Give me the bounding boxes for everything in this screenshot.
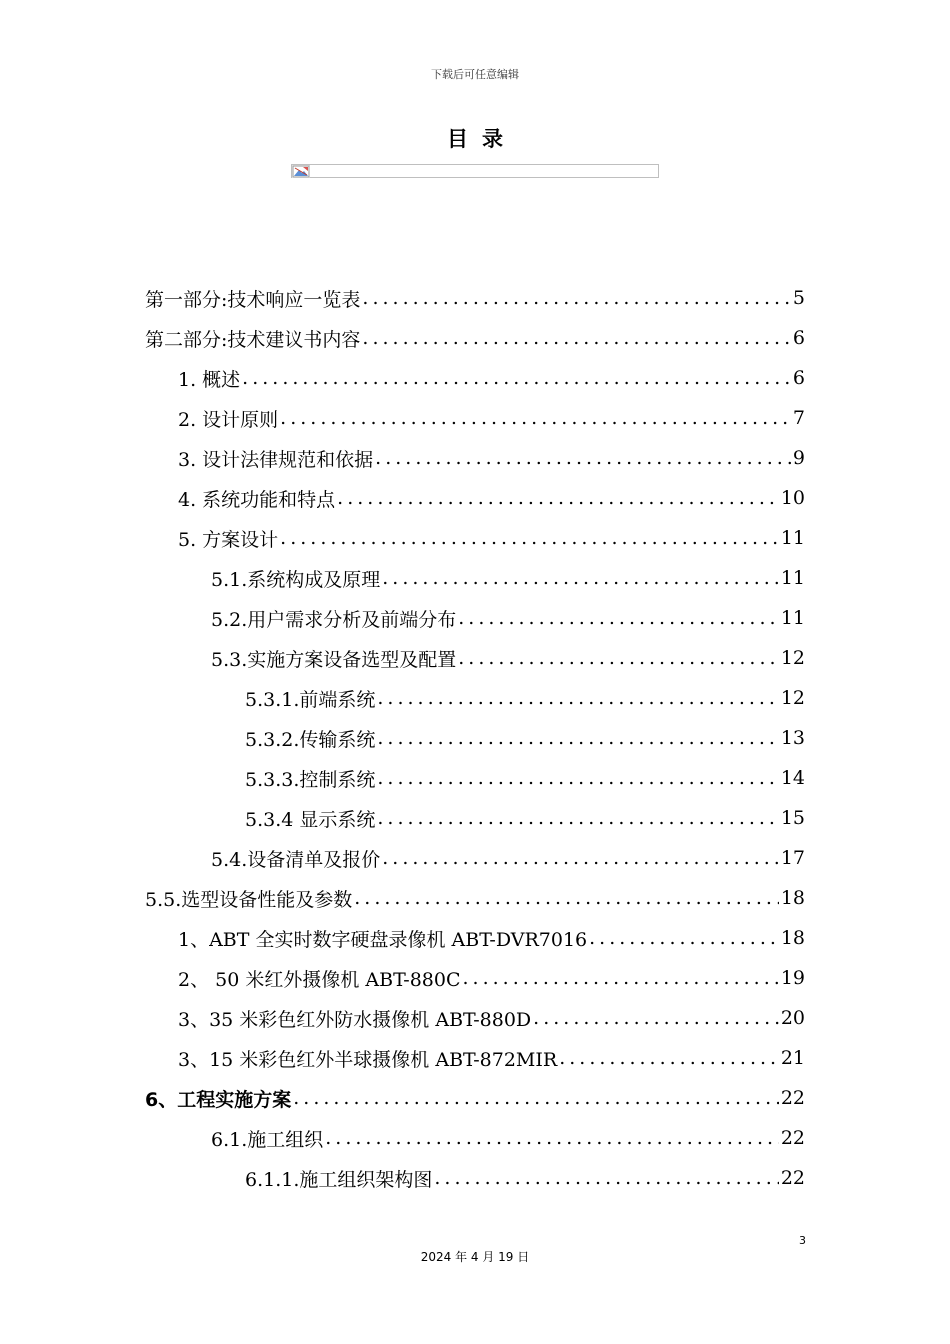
toc-item-page: 5 bbox=[792, 287, 805, 309]
toc-leader-dots bbox=[325, 1129, 779, 1148]
image-placeholder bbox=[291, 164, 659, 178]
toc-leader-dots bbox=[559, 1049, 779, 1068]
toc-leader-dots bbox=[337, 489, 779, 508]
toc-item[interactable] bbox=[245, 718, 805, 758]
toc-item-page: 18 bbox=[780, 927, 805, 949]
toc-item[interactable] bbox=[211, 558, 805, 598]
toc-item[interactable] bbox=[178, 518, 805, 558]
toc-leader-dots bbox=[589, 929, 779, 948]
toc-item[interactable] bbox=[211, 638, 805, 678]
toc-item-title: 5.3.1.前端系统 bbox=[245, 688, 376, 711]
toc-leader-dots bbox=[458, 649, 779, 668]
toc-item[interactable] bbox=[211, 1118, 805, 1158]
toc-item[interactable] bbox=[145, 878, 805, 918]
toc-leader-dots bbox=[458, 609, 779, 628]
toc-item[interactable] bbox=[178, 1038, 805, 1078]
toc-item-title: 5.3.实施方案设备选型及配置 bbox=[211, 648, 457, 671]
toc-item-page: 22 bbox=[780, 1127, 805, 1149]
toc-item[interactable] bbox=[178, 438, 805, 478]
toc-leader-dots bbox=[242, 369, 791, 388]
toc-item-page: 10 bbox=[780, 487, 805, 509]
toc-leader-dots bbox=[377, 689, 778, 708]
toc-item[interactable] bbox=[178, 918, 805, 958]
toc-item[interactable] bbox=[145, 278, 805, 318]
toc-item[interactable] bbox=[145, 318, 805, 358]
footer-date: 2024 年 4 月 19 日 bbox=[420, 1250, 530, 1264]
toc-item-title: 5.4.设备清单及报价 bbox=[211, 848, 381, 871]
page-title: 目录 bbox=[447, 127, 517, 151]
toc-item[interactable] bbox=[178, 358, 805, 398]
toc-item-page: 12 bbox=[780, 647, 805, 669]
toc-item-page: 15 bbox=[780, 807, 805, 829]
toc-leader-dots bbox=[382, 849, 779, 868]
toc-leader-dots bbox=[377, 769, 778, 788]
toc-item-page: 12 bbox=[780, 687, 805, 709]
toc-item-title: 1、ABT 全实时数字硬盘录像机 ABT-DVR7016 bbox=[178, 928, 588, 951]
toc-item-title: 4. 系统功能和特点 bbox=[178, 488, 336, 511]
toc-item-title: 3、35 米彩色红外防水摄像机 ABT-880D bbox=[178, 1008, 532, 1031]
broken-image-icon bbox=[292, 165, 310, 178]
header-note: 下载后可任意编辑 bbox=[431, 68, 519, 81]
table-of-contents bbox=[0, 278, 950, 1208]
toc-item[interactable] bbox=[145, 1078, 805, 1118]
toc-item-title: 6.1.施工组织 bbox=[211, 1128, 324, 1151]
toc-leader-dots bbox=[362, 329, 791, 348]
toc-item-title: 5.3.4 显示系统 bbox=[245, 808, 376, 831]
toc-item-title: 5.3.2.传输系统 bbox=[245, 728, 376, 751]
toc-item[interactable] bbox=[178, 478, 805, 518]
toc-item[interactable] bbox=[245, 798, 805, 838]
toc-leader-dots bbox=[463, 969, 779, 988]
toc-item-page: 7 bbox=[792, 407, 805, 429]
toc-item-page: 19 bbox=[780, 967, 805, 989]
toc-item[interactable] bbox=[245, 758, 805, 798]
toc-item-page: 9 bbox=[792, 447, 805, 469]
toc-item-page: 11 bbox=[780, 607, 805, 629]
toc-item[interactable] bbox=[245, 1158, 805, 1198]
toc-item[interactable] bbox=[178, 998, 805, 1038]
toc-leader-dots bbox=[377, 729, 778, 748]
toc-item-page: 11 bbox=[780, 567, 805, 589]
toc-item[interactable] bbox=[211, 838, 805, 878]
toc-item-page: 14 bbox=[780, 767, 805, 789]
toc-leader-dots bbox=[377, 809, 778, 828]
toc-item-page: 22 bbox=[780, 1167, 805, 1189]
toc-item-page: 18 bbox=[780, 887, 805, 909]
toc-item-title: 2、 50 米红外摄像机 ABT-880C bbox=[178, 968, 461, 991]
toc-item-title: 1. 概述 bbox=[178, 368, 241, 391]
toc-item-page: 11 bbox=[780, 527, 805, 549]
toc-leader-dots bbox=[362, 289, 791, 308]
toc-leader-dots bbox=[434, 1169, 778, 1188]
toc-item-title: 5.2.用户需求分析及前端分布 bbox=[211, 608, 457, 631]
toc-item[interactable] bbox=[211, 598, 805, 638]
toc-item[interactable] bbox=[178, 398, 805, 438]
toc-item-page: 20 bbox=[780, 1007, 805, 1029]
toc-leader-dots bbox=[382, 569, 779, 588]
toc-item-title: 3、15 米彩色红外半球摄像机 ABT-872MIR bbox=[178, 1048, 558, 1071]
toc-item-title: 5.5.选型设备性能及参数 bbox=[145, 888, 353, 911]
toc-item[interactable] bbox=[178, 958, 805, 998]
toc-item-page: 22 bbox=[780, 1087, 805, 1109]
toc-item-title: 5.1.系统构成及原理 bbox=[211, 568, 381, 591]
toc-item-title: 5.3.3.控制系统 bbox=[245, 768, 376, 791]
toc-item-page: 21 bbox=[780, 1047, 805, 1069]
toc-item-title: 第一部分:技术响应一览表 bbox=[145, 288, 361, 311]
toc-item-title: 3. 设计法律规范和依据 bbox=[178, 448, 374, 471]
toc-item-title: 6、工程实施方案 bbox=[145, 1088, 292, 1111]
toc-item-title: 6.1.1.施工组织架构图 bbox=[245, 1168, 433, 1191]
toc-item[interactable] bbox=[245, 678, 805, 718]
toc-leader-dots bbox=[293, 1089, 779, 1108]
toc-leader-dots bbox=[280, 529, 779, 548]
toc-item-page: 13 bbox=[780, 727, 805, 749]
toc-item-title: 2. 设计原则 bbox=[178, 408, 279, 431]
toc-item-title: 5. 方案设计 bbox=[178, 528, 279, 551]
toc-item-page: 6 bbox=[792, 367, 805, 389]
toc-leader-dots bbox=[375, 449, 791, 468]
toc-item-page: 6 bbox=[792, 327, 805, 349]
toc-item-page: 17 bbox=[780, 847, 805, 869]
toc-leader-dots bbox=[533, 1009, 779, 1028]
page-number: 3 bbox=[799, 1234, 806, 1247]
toc-item-title: 第二部分:技术建议书内容 bbox=[145, 328, 361, 351]
toc-leader-dots bbox=[354, 889, 779, 908]
toc-leader-dots bbox=[280, 409, 791, 428]
